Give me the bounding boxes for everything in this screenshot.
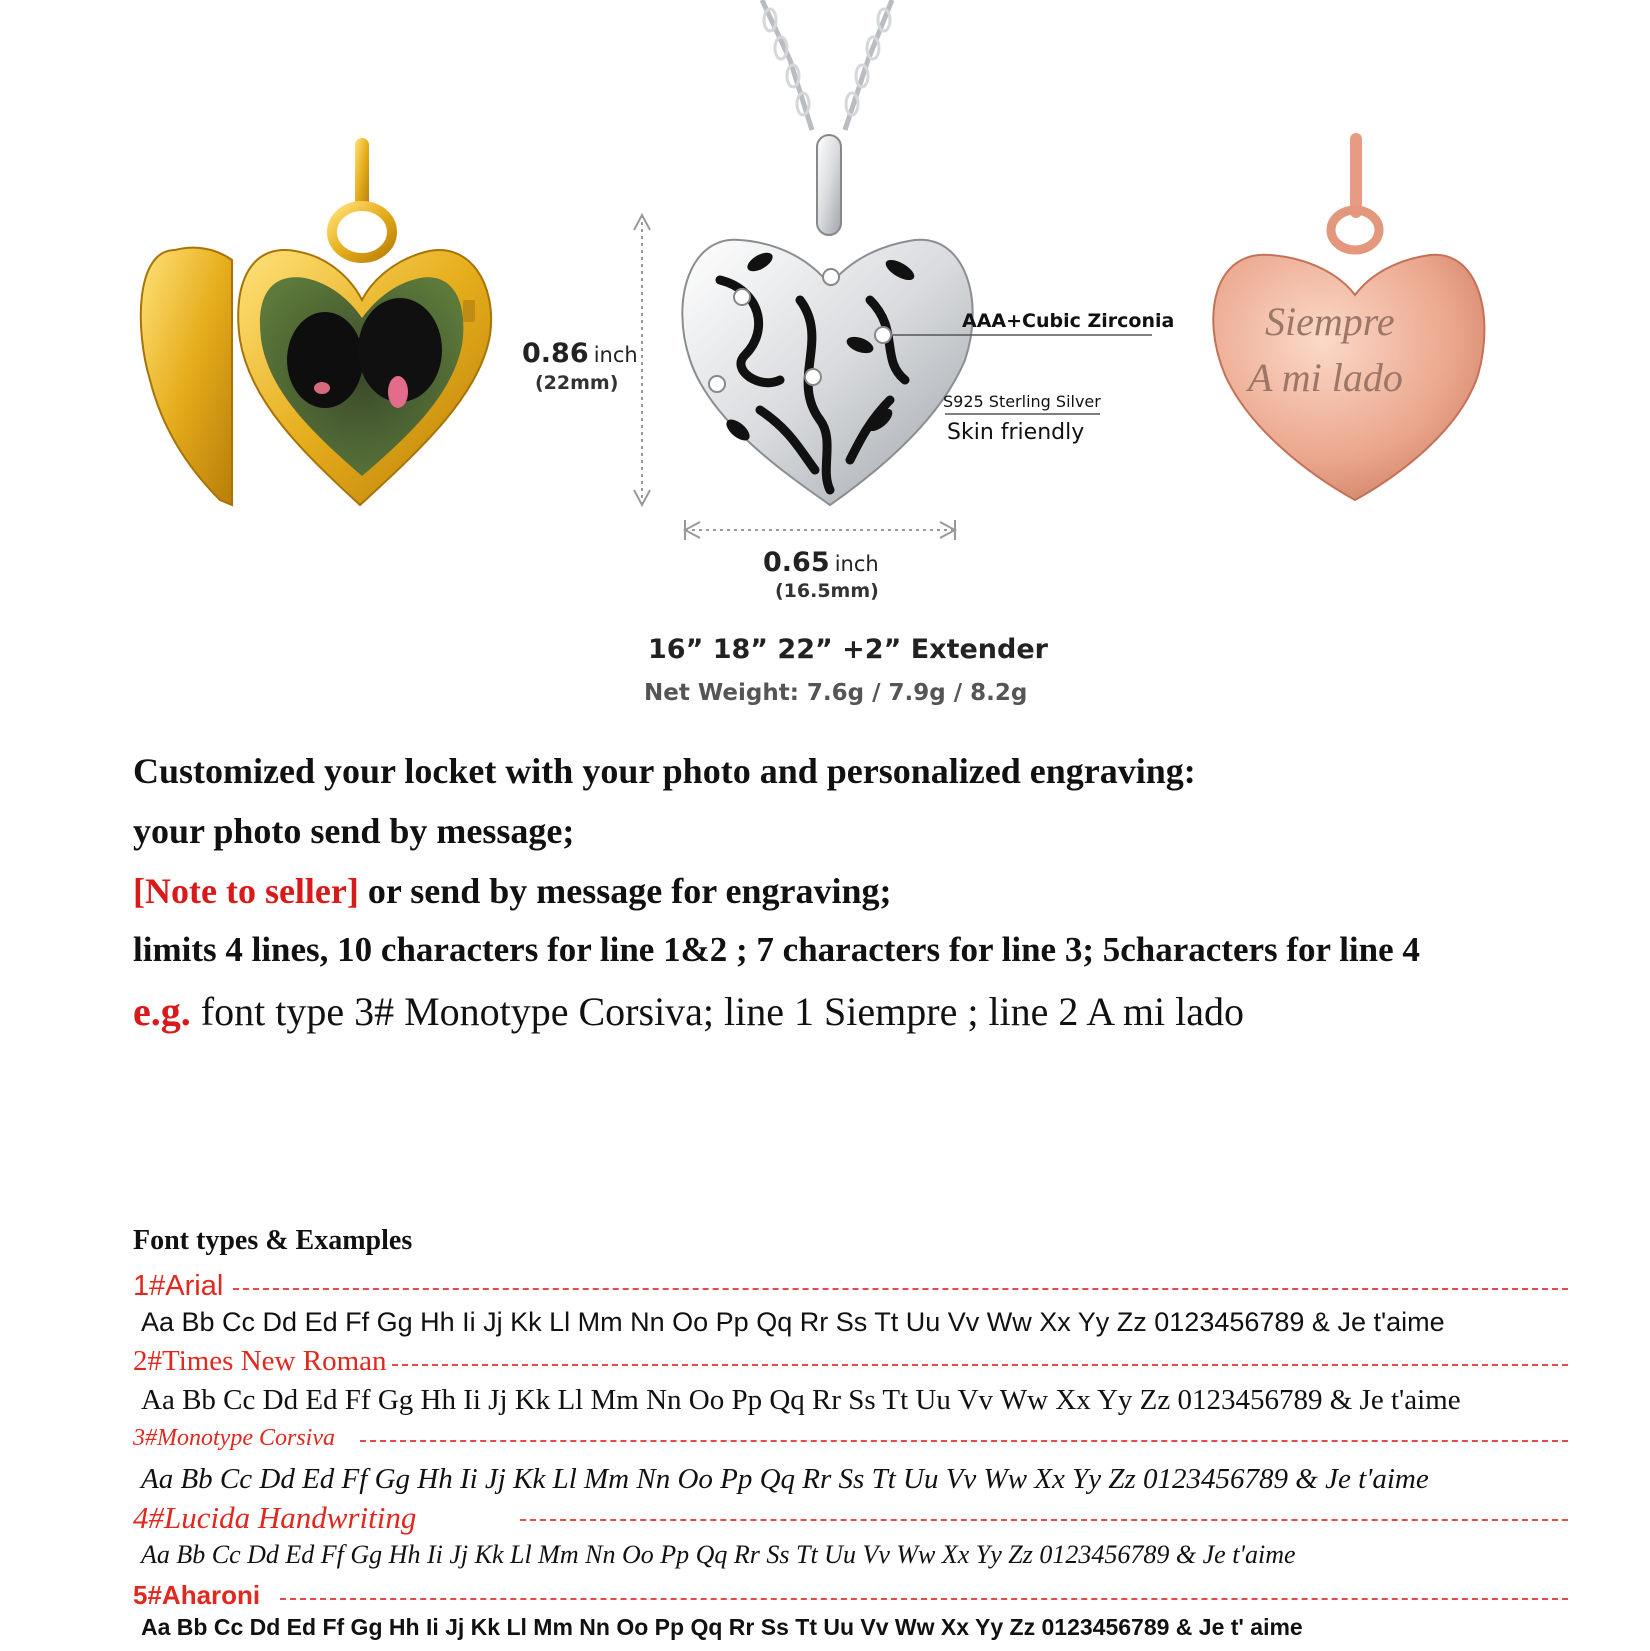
font-sample-corsiva: Aa Bb Cc Dd Ed Ff Gg Hh Ii Jj Kk Ll Mm Nn Oo Pp Qq Rr Ss Tt Uu Vv Ww Xx Yy Zz 0123456789 & Je t'aime — [141, 1463, 1429, 1495]
height-mm: (22mm) — [535, 372, 619, 394]
product-image-area — [0, 0, 1650, 720]
instruction-line-4: limits 4 lines, 10 characters for line 1&2 ; 7 characters for line 3; 5characters for line 4 — [133, 930, 1420, 969]
chain — [762, 0, 892, 130]
instruction-line-3 — [133, 870, 892, 912]
net-weight: Net Weight: 7.6g / 7.9g / 8.2g — [644, 680, 1028, 706]
font-label-times: 2#Times New Roman — [133, 1345, 387, 1377]
instruction-line-5 — [133, 988, 1244, 1035]
font-types-title: Font types & Examples — [133, 1225, 413, 1256]
height-label — [522, 338, 638, 369]
font-label-aharoni: 5#Aharoni — [133, 1580, 261, 1610]
font-sample-aharoni: Aa Bb Cc Dd Ed Ff Gg Hh Ii Jj Kk Ll Mm Nn Oo Pp Qq Rr Ss Tt Uu Vv Ww Xx Yy Zz 0123456789 & Je t' aime — [141, 1614, 1303, 1640]
height-inch-value: 0.86 — [522, 338, 589, 369]
instruction-line-2: your photo send by message; — [133, 811, 575, 851]
width-label — [763, 547, 879, 578]
callout-skin: Skin friendly — [947, 420, 1085, 445]
font-divider-4 — [520, 1519, 1568, 1521]
font-label-corsiva: 3#Monotype Corsiva — [133, 1425, 335, 1451]
font-divider-2 — [392, 1364, 1568, 1366]
font-label-arial: 1#Arial — [133, 1270, 224, 1302]
callout-material: S925 Sterling Silver — [943, 392, 1101, 411]
width-dimension — [685, 520, 955, 540]
font-sample-arial: Aa Bb Cc Dd Ed Ff Gg Hh Ii Jj Kk Ll Mm Nn Oo Pp Qq Rr Ss Tt Uu Vv Ww Xx Yy Zz 0123456789 & Je t'aime — [141, 1307, 1445, 1337]
silver-locket — [682, 135, 972, 505]
note-to-seller: [Note to seller] — [133, 871, 359, 911]
font-divider-3 — [360, 1440, 1568, 1442]
instruction-line-5-rest: font type 3# Monotype Corsiva; line 1 Siempre ; line 2 A mi lado — [190, 989, 1244, 1034]
font-sample-times: Aa Bb Cc Dd Ed Ff Gg Hh Ii Jj Kk Ll Mm Nn Oo Pp Qq Rr Ss Tt Uu Vv Ww Xx Yy Zz 0123456789 & Je t'aime — [141, 1384, 1461, 1416]
width-inch-unit: inch — [834, 552, 879, 576]
height-inch-unit: inch — [593, 343, 638, 367]
font-divider-5 — [280, 1598, 1568, 1600]
width-inch-value: 0.65 — [763, 547, 830, 578]
engraving-line-2: A mi lado — [1248, 355, 1403, 400]
font-sample-lucida: Aa Bb Cc Dd Ed Ff Gg Hh Ii Jj Kk Ll Mm Nn Oo Pp Qq Rr Ss Tt Uu Vv Ww Xx Yy Zz 0123456789 & Je t'aime — [141, 1540, 1296, 1569]
font-divider-1 — [233, 1288, 1568, 1290]
chain-lengths: 16” 18” 22” +2” Extender — [648, 634, 1048, 665]
callout-stone: AAA+Cubic Zirconia — [962, 310, 1175, 332]
instruction-line-3-rest: or send by message for engraving; — [358, 871, 892, 911]
instruction-line-1: Customized your locket with your photo and personalized engraving: — [133, 751, 1196, 791]
engraving-line-1: Siempre — [1265, 299, 1395, 344]
gold-locket — [141, 138, 491, 505]
example-label: e.g. — [133, 989, 191, 1034]
width-mm: (16.5mm) — [775, 580, 879, 602]
font-label-lucida: 4#Lucida Handwriting — [133, 1500, 417, 1535]
